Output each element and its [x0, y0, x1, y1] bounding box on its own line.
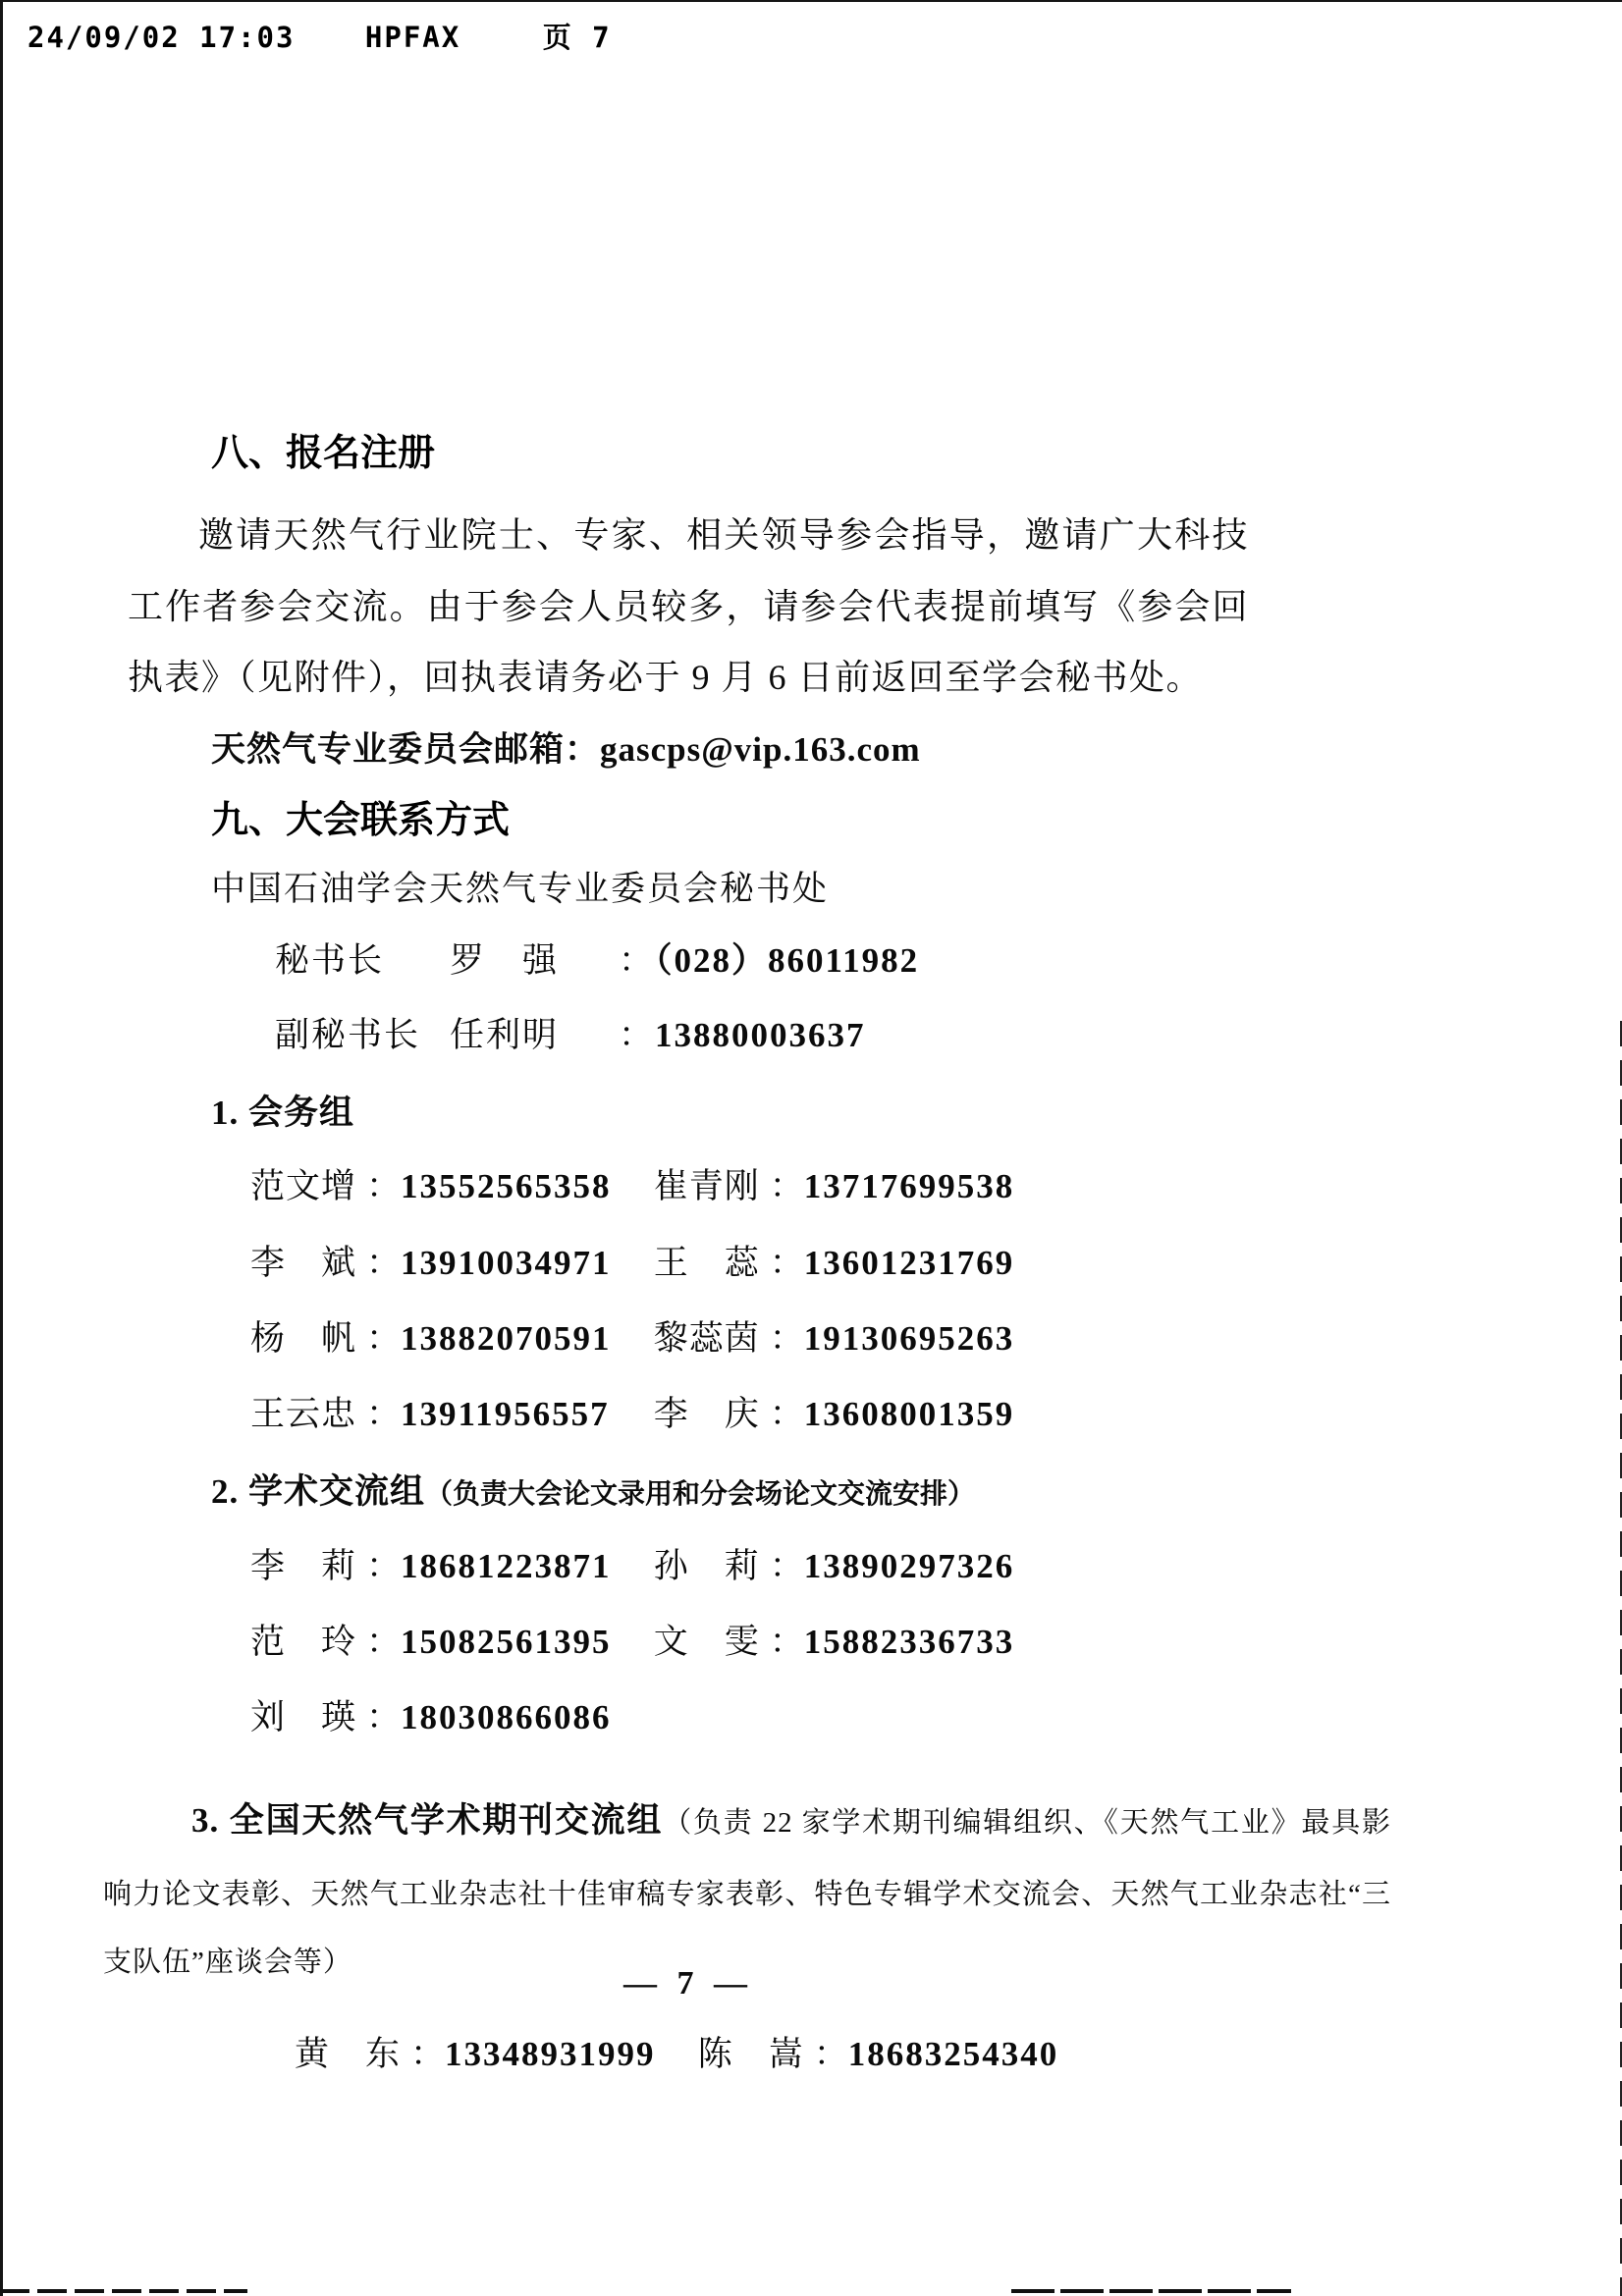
- colon-separator: ：: [813, 2035, 848, 2073]
- contact-row: [250, 1546, 1249, 1586]
- group1-title: 1. 会务组: [211, 1094, 355, 1132]
- contact-name: 范文增: [250, 1167, 357, 1206]
- contact-row: [250, 1243, 1249, 1283]
- colon-separator: ：: [366, 1546, 402, 1585]
- colon-separator: ：: [619, 941, 656, 981]
- section9-heading: 九、大会联系方式: [211, 800, 511, 842]
- contact: [250, 1697, 645, 1737]
- contact-phone: 13601231769: [803, 1243, 1015, 1282]
- colon-separator: ：: [366, 1395, 402, 1434]
- contact-name: 李 莉: [250, 1546, 357, 1585]
- contact-phone: 13348931999: [445, 2035, 656, 2073]
- contact: [654, 1243, 1015, 1283]
- contact-name: 崔青刚: [653, 1167, 760, 1206]
- group3-title-line: [103, 1780, 1391, 1997]
- contact-name: 文 雯: [653, 1623, 760, 1662]
- contact: [250, 1318, 645, 1359]
- contact-phone: 18681223871: [401, 1546, 612, 1585]
- registration-paragraph: 邀请天然气行业院士、专家、相关领导参会指导，邀请广大科技工作者参会交流。由于参会人员较多，请参会代表提前填写《参会回执表》（见附件），回执表请务必于 9 月 6 日前返回至学会秘书处。: [128, 514, 1249, 698]
- contact-name: 李 庆: [653, 1395, 760, 1434]
- contact-row: [250, 1394, 1249, 1434]
- document-body: [103, 432, 1391, 2109]
- scan-edge-left: [0, 0, 3, 2296]
- scan-edge-bottom-right: [1011, 2289, 1291, 2293]
- colon-separator: ：: [366, 1167, 402, 1206]
- contact-phone: 13608001359: [803, 1395, 1015, 1434]
- contact-name: 王云忠: [250, 1395, 357, 1434]
- contact-name: 刘 瑛: [250, 1698, 357, 1737]
- contact-name: 李 斌: [250, 1243, 357, 1282]
- deputy-secretary-phone: 13880003637: [655, 1015, 866, 1054]
- contact-phone: 15882336733: [803, 1623, 1015, 1662]
- fax-page-label: 页 7: [542, 21, 612, 54]
- colon-separator: ：: [769, 1243, 804, 1282]
- contact-row: [250, 1166, 1249, 1206]
- contact-phone: 19130695263: [803, 1318, 1015, 1358]
- group3-note: （负责 22 家学术期刊编辑组织、《天然气工业》最具影响力论文表彰、天然气工业杂志社十佳审稿专家表彰、特色专辑学术交流会、天然气工业杂志社“三支队伍”座谈会等）: [103, 1806, 1391, 1978]
- contact-name: 陈 嵩: [697, 2035, 804, 2073]
- contact-name: 黄 东: [295, 2035, 402, 2073]
- contact-phone: 13910034971: [401, 1243, 612, 1282]
- contact: [250, 1243, 645, 1283]
- colon-separator: ：: [366, 1698, 402, 1737]
- colon-separator: ：: [769, 1395, 804, 1434]
- contact-row: [250, 1697, 1249, 1737]
- contact-row: [295, 2034, 1249, 2074]
- deputy-secretary-line: [275, 1015, 1249, 1055]
- scan-edge-top: [0, 0, 1622, 2]
- secretary-general-line: [275, 940, 1249, 981]
- contact-name: 孙 莉: [653, 1546, 760, 1585]
- secretary-general-phone: （028）86011982: [655, 941, 920, 981]
- fax-header: [27, 16, 612, 56]
- colon-separator: ：: [769, 1167, 804, 1206]
- contact-phone: 13911956557: [401, 1395, 610, 1434]
- contact-row: [250, 1318, 1249, 1359]
- group2-title-line: [211, 1471, 1249, 1512]
- scan-edge-bottom-left: [0, 2289, 247, 2293]
- contact: [654, 1546, 1015, 1586]
- colon-separator: ：: [619, 1015, 656, 1054]
- colon-separator: ：: [769, 1623, 804, 1662]
- deputy-secretary-role: 副秘书长: [275, 1015, 421, 1054]
- contact-name: 范 玲: [250, 1623, 357, 1662]
- group1-title-line: [211, 1093, 1249, 1133]
- fax-device-name: HPFAX: [364, 21, 461, 54]
- contact: [654, 1394, 1015, 1434]
- colon-separator: ：: [769, 1318, 804, 1358]
- contact: [250, 1546, 645, 1586]
- secretary-general-name: 罗 强: [450, 941, 560, 981]
- committee-email-line: 天然气专业委员会邮箱：gascps@vip.163.com: [211, 729, 921, 769]
- contact: [654, 1622, 1015, 1662]
- contact: [250, 1166, 645, 1206]
- colon-separator: ：: [769, 1546, 804, 1585]
- contact-phone: 13890297326: [803, 1546, 1015, 1585]
- contact-phone: 15082561395: [401, 1623, 612, 1662]
- colon-separator: ：: [366, 1318, 402, 1358]
- group2-title: 2. 学术交流组: [211, 1472, 426, 1512]
- contact-phone: 13717699538: [803, 1167, 1015, 1206]
- colon-separator: ：: [410, 2035, 446, 2073]
- contact-phone: 18683254340: [847, 2035, 1059, 2073]
- group3-title: 3. 全国天然气学术期刊交流组: [191, 1800, 664, 1840]
- contact: [295, 2034, 689, 2074]
- contact-phone: 18030866086: [401, 1698, 612, 1737]
- colon-separator: ：: [366, 1243, 402, 1282]
- contact: [654, 1318, 1015, 1359]
- contact-phone: 13882070591: [401, 1318, 612, 1358]
- contact: [250, 1394, 645, 1434]
- colon-separator: ：: [366, 1623, 402, 1662]
- page-number: — 7 —: [623, 1965, 753, 2002]
- contact-phone: 13552565358: [401, 1167, 612, 1206]
- secretary-general-role: 秘书长: [275, 941, 385, 981]
- deputy-secretary-name: 任利明: [450, 1015, 560, 1054]
- contact: [698, 2034, 1059, 2074]
- contact: [654, 1166, 1015, 1206]
- group2-note: （负责大会论文录用和分会场论文交流安排）: [425, 1479, 976, 1511]
- fax-datetime: 24/09/02 17:03: [27, 21, 296, 54]
- section8-heading: 八、报名注册: [211, 433, 436, 474]
- secretariat-line: 中国石油学会天然气专业委员会秘书处: [211, 870, 830, 909]
- contact: [250, 1622, 645, 1662]
- contact-name: 黎蕊茵: [653, 1318, 760, 1358]
- contact-name: 杨 帆: [250, 1318, 357, 1358]
- contact-name: 王 蕊: [653, 1243, 760, 1282]
- contact-row: [250, 1622, 1249, 1662]
